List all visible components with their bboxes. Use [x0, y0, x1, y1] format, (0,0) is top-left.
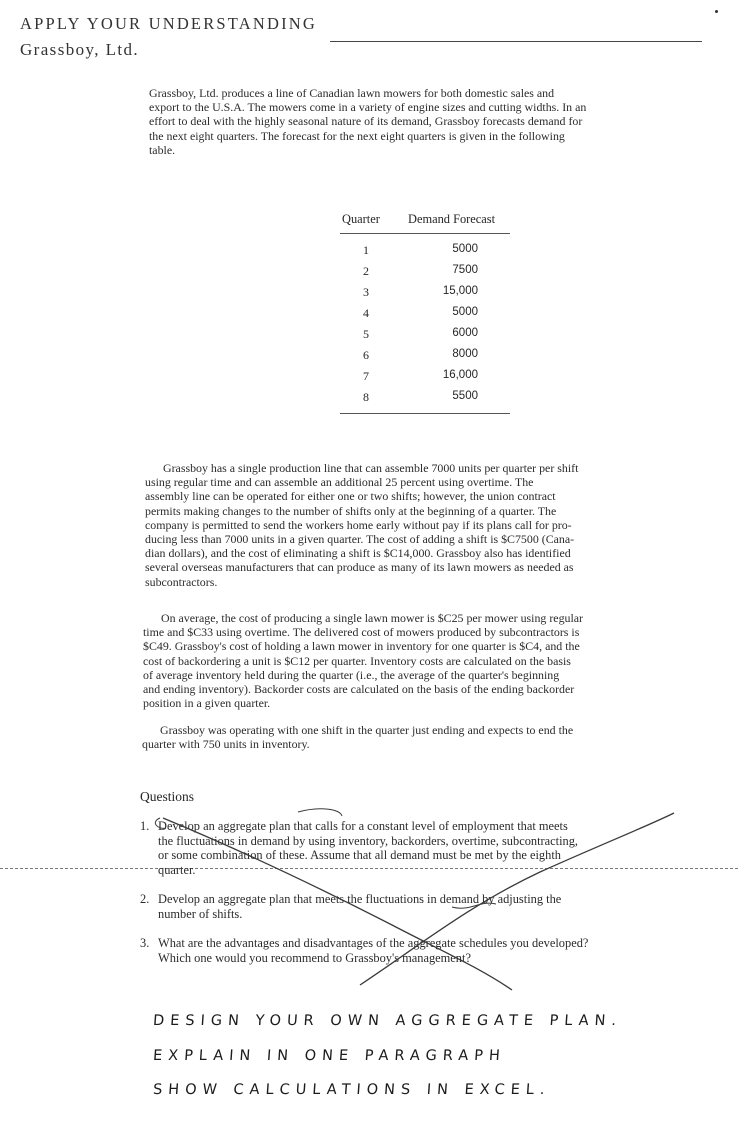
paragraph-line: and ending inventory). Backorder costs are calculated on the basis of the ending backorder: [143, 682, 575, 697]
handwritten-instruction-1: DESIGN YOUR OWN AGGREGATE PLAN.: [152, 1013, 623, 1029]
table-row: [338, 327, 510, 347]
table-row: [338, 369, 510, 389]
production-paragraph: [145, 461, 696, 589]
question-line: What are the advantages and disadvantages of the aggregate schedules you developed?: [158, 936, 589, 950]
case-title: Grassboy, Ltd.: [20, 40, 140, 59]
scan-speck: [715, 10, 718, 13]
table-row: [338, 264, 510, 284]
quarter-cell: 2: [363, 264, 369, 278]
handwritten-instruction-2: EXPLAIN IN ONE PARAGRAPH: [152, 1048, 507, 1064]
cost-paragraph: [143, 611, 694, 710]
table-row: [338, 306, 510, 326]
paragraph-line: ducing less than 7000 units in a given quarter. The cost of adding a shift is $C7500 (Cana-: [145, 532, 575, 547]
demand-cell: 5000: [452, 243, 478, 255]
paragraph-line: assembly line can be operated for either one or two shifts; however, the union contract: [145, 489, 556, 504]
paragraph-line: $C49. Grassboy's cost of holding a lawn mower in inventory for one quarter is $C4, and the: [143, 639, 580, 654]
quarter-cell: 3: [363, 285, 369, 299]
intro-paragraph: [149, 86, 702, 157]
status-paragraph: [142, 723, 693, 751]
paragraph-line: company is permitted to send the workers home early without pay if its plans call for pro-: [145, 517, 572, 532]
dashed-fold-line: [0, 868, 738, 869]
paragraph-line: time and $C33 using overtime. The delivered cost of mowers produced by subcontractors is: [143, 625, 580, 640]
quarter-cell: 1: [363, 243, 369, 257]
question-line: or some combination of these. Assume that all demand must be met by the eighth: [158, 848, 561, 863]
intro-line: Grassboy, Ltd. produces a line of Canadian lawn mowers for both domestic sales and: [149, 86, 555, 100]
paragraph-line: quarter with 750 units in inventory.: [142, 737, 310, 752]
table-row: [338, 348, 510, 368]
demand-cell: 16,000: [442, 369, 478, 381]
demand-cell: 5500: [452, 390, 478, 402]
paragraph-line: several overseas manufacturers that can produce as many of its lawn mowers as needed as: [145, 560, 574, 575]
table-row: [338, 285, 510, 305]
quarter-cell: 7: [363, 369, 369, 383]
table-rule-bottom: [340, 413, 510, 414]
demand-cell: 8000: [452, 348, 478, 360]
question-line: quarter.: [158, 862, 196, 877]
paragraph-line: dian dollars), and the cost of eliminating a shift is $C14,000. Grassboy also has identified: [145, 546, 571, 561]
question-number: 2.: [140, 892, 150, 906]
intro-line: export to the U.S.A. The mowers come in a variety of engine sizes and cutting widths. In an: [149, 100, 587, 115]
question-line: the fluctuations in demand by using inventory, backorders, overtime, subcontracting,: [158, 833, 579, 848]
intro-line: the next eight quarters. The forecast for the next eight quarters is given in the following: [149, 128, 565, 143]
questions-heading: Questions: [140, 789, 194, 804]
quarter-cell: 5: [363, 327, 369, 341]
section-title: APPLY YOUR UNDERSTANDING: [20, 14, 318, 33]
paragraph-line: position in a given quarter.: [143, 696, 271, 711]
quarter-cell: 4: [363, 306, 369, 320]
paragraph-line: permits making changes to the number of shifts only at the beginning of a quarter. The: [145, 503, 557, 518]
paragraph-line: Grassboy has a single production line that can assemble 7000 units per quarter per shift: [163, 461, 579, 475]
question-line: number of shifts.: [158, 906, 243, 921]
paragraph-line: On average, the cost of producing a single lawn mower is $C25 per mower using regular: [161, 611, 584, 625]
paragraph-line: Grassboy was operating with one shift in the quarter just ending and expects to end the: [160, 723, 574, 737]
quarter-cell: 8: [363, 390, 369, 404]
demand-cell: 5000: [452, 306, 478, 318]
table-rule-top: [340, 233, 510, 234]
demand-cell: 6000: [452, 327, 478, 339]
question-line: Develop an aggregate plan that calls for a constant level of employment that meets: [158, 819, 568, 833]
intro-line: effort to deal with the highly seasonal nature of its demand, Grassboy forecasts demand for: [149, 114, 583, 129]
question-line: Develop an aggregate plan that meets the fluctuations in demand by adjusting the: [158, 892, 562, 906]
demand-cell: 7500: [452, 264, 478, 276]
question-line: Which one would you recommend to Grassboy's management?: [158, 950, 471, 965]
quarter-cell: 6: [363, 348, 369, 362]
paragraph-line: cost of backordering a unit is $C12 per quarter. Inventory costs are calculated on the basis: [143, 653, 571, 668]
demand-cell: 15,000: [442, 285, 478, 297]
strike-arc-level: [298, 809, 342, 816]
question-number: 1.: [140, 819, 150, 833]
handwritten-instruction-3: SHOW CALCULATIONS IN EXCEL.: [152, 1082, 552, 1098]
paragraph-line: subcontractors.: [145, 574, 218, 589]
question-number: 3.: [140, 936, 150, 950]
paragraph-line: of average inventory held during the quarter (i.e., the average of the quarter's beginning: [143, 667, 560, 682]
table-header-quarter: Quarter: [342, 212, 380, 226]
table-row: [338, 243, 510, 263]
section-title-rule: [330, 41, 702, 42]
intro-line: table.: [149, 142, 176, 157]
table-header-demand: Demand Forecast: [408, 212, 496, 226]
paragraph-line: using regular time and can assemble an additional 25 percent using overtime. The: [145, 475, 534, 490]
table-row: [338, 390, 510, 410]
